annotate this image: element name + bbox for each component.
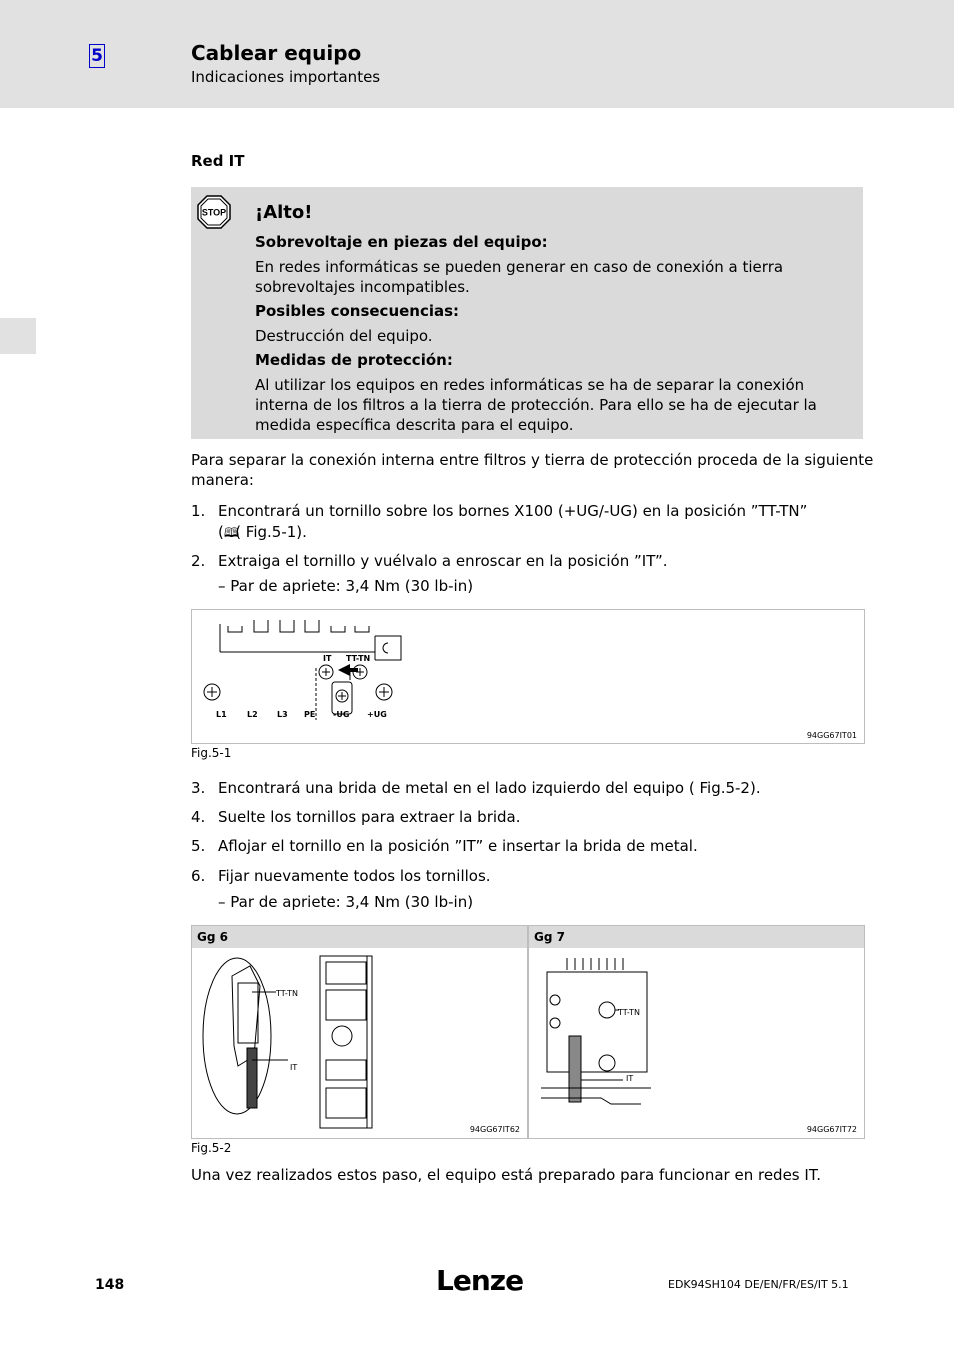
svg-text:STOP: STOP (201, 207, 227, 218)
label-it: IT (323, 654, 332, 663)
step-number: 1. (191, 502, 206, 520)
figure-panel-gg6 (191, 925, 528, 1139)
label-tt-tn: TT-TN (346, 654, 371, 663)
step-text: Extraiga el tornillo y vuélvalo a enroscar en la posición ”IT”. (218, 552, 668, 570)
step-text[interactable]: Encontrará una brida de metal en el lado izquierdo del equipo ( Fig.5-2). (218, 779, 761, 797)
figure-5-2 (191, 925, 865, 1139)
step-number: 2. (191, 552, 206, 570)
step-text: Suelte los tornillos para extraer la brida. (218, 808, 521, 826)
chapter-number-link[interactable]: 5 (89, 44, 105, 68)
panel-title: Gg 7 (534, 930, 565, 944)
figure-5-1 (191, 609, 865, 744)
alert-text: En redes informáticas se pueden generar en caso de conexión a tierra (255, 258, 784, 276)
label-tt-tn: TT-TN (276, 989, 298, 998)
alert-text: medida específica descrita para el equipo. (255, 416, 574, 434)
figure-caption: Fig.5-1 (191, 746, 232, 760)
step-text: Fijar nuevamente todos los tornillos. (218, 867, 491, 885)
terminal-label: -UG (333, 710, 350, 719)
alert-heading-protection: Medidas de protección: (255, 351, 453, 369)
stop-icon (197, 195, 231, 229)
device-drawing-gg7 (529, 948, 864, 1138)
figure-panel-gg7 (528, 925, 865, 1139)
alert-title: ¡Alto! (255, 202, 313, 223)
step-text: Aflojar el tornillo en la posición ”IT” e insertar la brida de metal. (218, 837, 698, 855)
step-text-crossref[interactable]: (🕮( Fig.5-1). (218, 523, 307, 541)
page-header (0, 0, 954, 108)
terminal-label: L3 (277, 710, 288, 719)
step-subtext: – Par de apriete: 3,4 Nm (30 lb-in) (218, 893, 474, 911)
side-tab-marker (0, 318, 36, 354)
figure-code: 94GG67IT62 (469, 1125, 520, 1134)
step-text: Encontrará un tornillo sobre los bornes X100 (+UG/-UG) en la posición ”TT-TN” (218, 502, 808, 520)
step-number: 3. (191, 779, 206, 797)
page-number: 148 (95, 1277, 125, 1293)
terminal-label: PE (304, 710, 316, 719)
terminal-diagram (192, 610, 864, 743)
section-title: Red IT (191, 152, 245, 170)
label-it: IT (626, 1074, 634, 1083)
terminal-label: L2 (247, 710, 258, 719)
alert-text: interna de los filtros a la tierra de protección. Para ello se ha de ejecutar la (255, 396, 817, 414)
label-tt-tn: TT-TN (618, 1008, 640, 1017)
step-subtext: – Par de apriete: 3,4 Nm (30 lb-in) (218, 577, 474, 595)
intro-text: Para separar la conexión interna entre filtros y tierra de protección proceda de la siguiente (191, 451, 874, 469)
intro-text: manera: (191, 471, 254, 489)
terminal-label: L1 (216, 710, 227, 719)
figure-code: 94GG67IT01 (806, 731, 857, 740)
stop-alert-box (191, 187, 863, 439)
step-number: 4. (191, 808, 206, 826)
alert-heading-overvoltage: Sobrevoltaje en piezas del equipo: (255, 233, 548, 251)
step-number: 6. (191, 867, 206, 885)
chapter-subtitle: Indicaciones importantes (191, 68, 381, 86)
figure-code: 94GG67IT72 (806, 1125, 857, 1134)
terminal-label: +UG (367, 710, 387, 719)
device-drawing-gg6 (192, 948, 527, 1138)
chapter-title: Cablear equipo (191, 41, 362, 65)
panel-title: Gg 6 (197, 930, 228, 944)
alert-text: Destrucción del equipo. (255, 327, 433, 345)
lenze-logo: Lenze (436, 1264, 524, 1297)
alert-heading-consequences: Posibles consecuencias: (255, 302, 460, 320)
alert-text: sobrevoltajes incompatibles. (255, 278, 470, 296)
book-icon: 🕮 (223, 526, 240, 541)
document-id: EDK94SH104 DE/EN/FR/ES/IT 5.1 (668, 1278, 849, 1291)
closing-text: Una vez realizados estos paso, el equipo está preparado para funcionar en redes IT. (191, 1166, 821, 1184)
alert-text: Al utilizar los equipos en redes informáticas se ha de separar la conexión (255, 376, 805, 394)
figure-caption: Fig.5-2 (191, 1141, 232, 1155)
label-it: IT (290, 1063, 298, 1072)
step-number: 5. (191, 837, 206, 855)
